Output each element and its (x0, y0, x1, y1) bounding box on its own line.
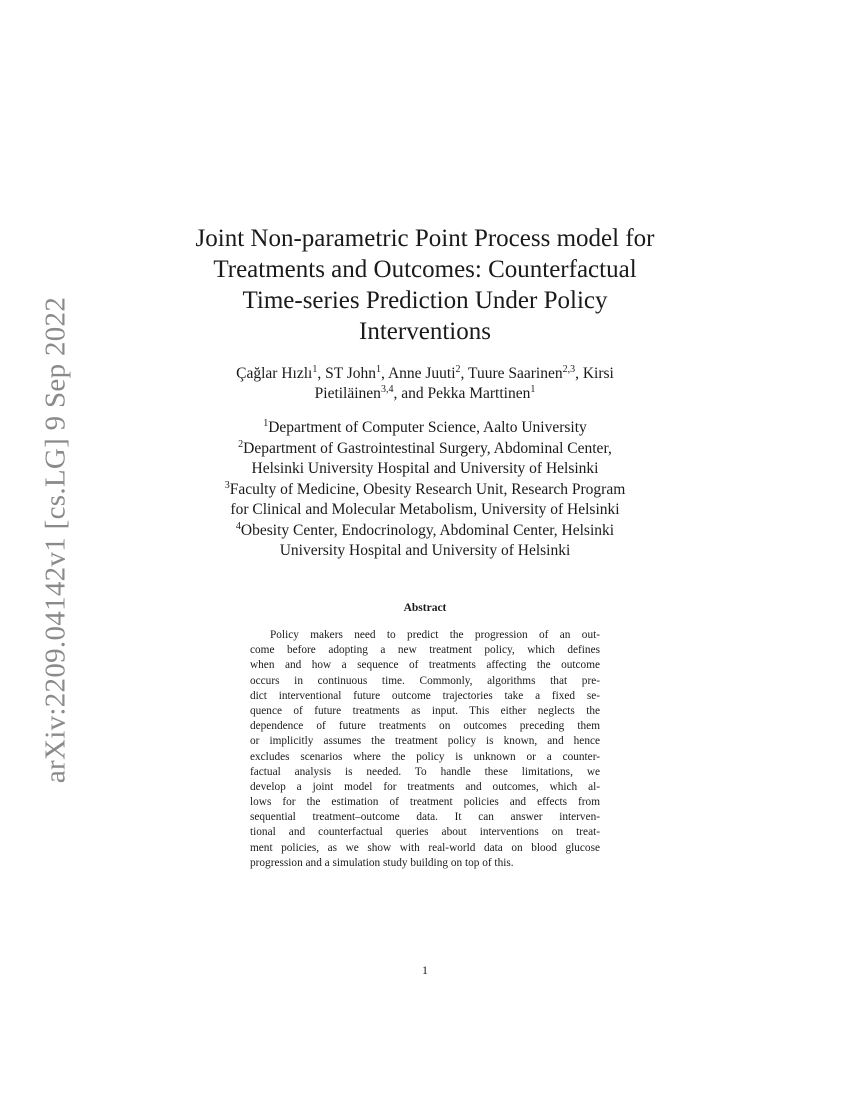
author-affiliation-mark: 2 (455, 364, 461, 375)
author-affiliation-mark: 3,4 (380, 384, 394, 395)
affiliation-text: for Clinical and Molecular Metabolism, University of Helsinki (230, 501, 620, 518)
author-name: Çağlar Hızlı (236, 365, 313, 382)
author-list (180, 364, 670, 404)
affiliation-text: Faculty of Medicine, Obesity Research Unit, Research Program (229, 480, 626, 498)
affiliation-line (180, 500, 670, 521)
affiliation-text: Helsinki University Hospital and University of Helsinki (251, 460, 599, 477)
title-line: Joint Non-parametric Point Process model for (195, 225, 655, 252)
affiliation-text: Obesity Center, Endocrinology, Abdominal Center, Helsinki (240, 521, 615, 539)
abstract-line: ment policies, as we show with real-world data on blood glucose (250, 841, 600, 854)
author-affiliation-mark: 1 (376, 364, 382, 375)
abstract-line: tional and counterfactual queries about interventions on treat- (250, 826, 600, 839)
affiliation-line (180, 418, 670, 439)
affiliation-line (180, 439, 670, 460)
author-separator: , (317, 365, 326, 382)
affiliation-line (180, 459, 670, 480)
author-name: Anne Juuti (387, 365, 456, 382)
author-name: ST John (325, 365, 377, 382)
affiliation-mark: 3 (224, 479, 230, 491)
affiliation-line (180, 521, 670, 542)
abstract-line: develop a joint model for treatments and outcomes, which al- (250, 780, 600, 793)
author-separator: , Kirsi (575, 365, 614, 382)
title-line: Interventions (359, 318, 491, 345)
author-name: Pietiläinen (314, 385, 381, 402)
author-affiliation-mark: 1 (312, 364, 318, 375)
author-name: Pekka Marttinen (427, 385, 531, 402)
author-separator: , (381, 365, 388, 382)
author-affiliation-mark: 2,3 (562, 364, 576, 375)
abstract-line: lows for the estimation of treatment policies and effects from (250, 796, 600, 809)
affiliation-mark: 2 (238, 438, 244, 450)
abstract-line: dict interventional future outcome trajectories take a fixed se- (250, 689, 600, 702)
abstract-line: factual analysis is needed. To handle these limitations, we (250, 765, 600, 778)
affiliation-text: Department of Gastrointestinal Surgery, Abdominal Center, (243, 439, 612, 457)
page-number: 1 (422, 963, 428, 977)
affiliation-text: Department of Computer Science, Aalto University (268, 419, 587, 436)
abstract-line: dependence of future treatments on outcomes preceding them (250, 720, 600, 733)
abstract-line: come before adopting a new treatment policy, which defines (250, 644, 600, 657)
title-line: Time-series Prediction Under Policy (242, 287, 608, 314)
paper-title (180, 223, 670, 347)
affiliation-mark: 4 (235, 520, 241, 532)
abstract-line: or implicitly assumes the treatment policy is known, and hence (250, 735, 600, 748)
author-affiliation-mark: 1 (530, 384, 536, 395)
author-line (180, 364, 670, 384)
author-line (180, 384, 670, 404)
author-separator: , (460, 365, 469, 382)
abstract-line: progression and a simulation study building on top of this. (250, 856, 514, 869)
affiliation-list (180, 418, 670, 562)
abstract-line: quence of future treatments as input. This either neglects the (250, 704, 600, 717)
abstract-body (250, 628, 600, 871)
abstract-line: when and how a sequence of treatments affecting the outcome (250, 659, 600, 672)
abstract-line: excludes scenarios where the policy is unknown or a counter- (250, 750, 600, 763)
affiliation-line (180, 480, 670, 501)
affiliation-line (180, 541, 670, 562)
abstract-heading: Abstract (403, 602, 447, 614)
author-separator: , and (393, 385, 428, 402)
arxiv-identifier-stamp: arXiv:2209.04142v1 [cs.LG] 9 Sep 2022 (39, 296, 72, 784)
title-line: Treatments and Outcomes: Counterfactual (213, 256, 637, 283)
affiliation-text: University Hospital and University of Helsinki (279, 542, 571, 559)
author-name: Tuure Saarinen (468, 365, 563, 382)
abstract-line: occurs in continuous time. Commonly, algorithms that pre- (250, 674, 600, 687)
abstract-line: Policy makers need to predict the progression of an out- (270, 629, 600, 641)
affiliation-mark: 1 (263, 418, 269, 429)
title-block (180, 223, 670, 347)
abstract-line: sequential treatment–outcome data. It can answer interven- (250, 811, 600, 824)
